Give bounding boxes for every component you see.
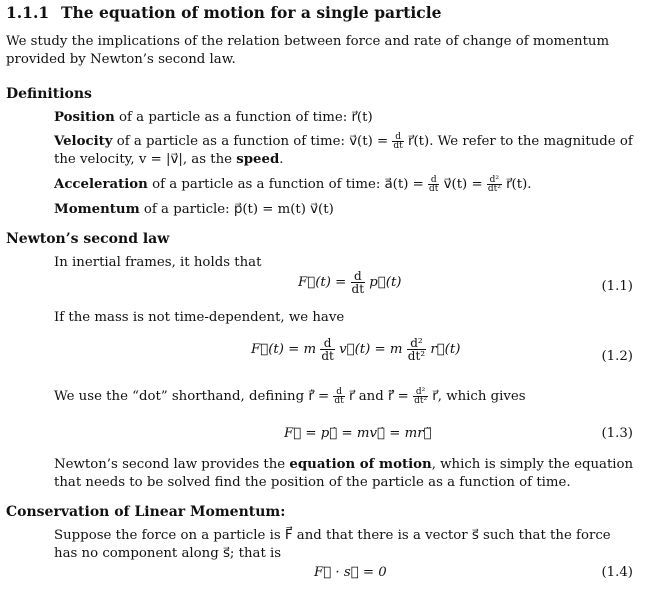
cons-text-c: such that the force has no component along (54, 528, 611, 561)
cons-math-1: F⃗ (284, 528, 293, 543)
term-position: Position (54, 110, 115, 125)
eq2-rhs: r⃗(t) (430, 342, 461, 357)
eq3-text: F⃗ = p⃗̇ = mv⃗̇ = mr⃗̈ (284, 426, 432, 441)
term-equation-of-motion: equation of motion (289, 457, 432, 472)
cons-text-d: ; that is (229, 546, 282, 561)
p3-math-2b: r⃗ (432, 389, 438, 404)
p3-frac1-num: d (333, 388, 344, 397)
equation-1-3 (284, 425, 432, 443)
term-velocity: Velocity (54, 134, 113, 149)
momentum-text: of a particle: (139, 202, 234, 217)
acceleration-frac1-den: dt (429, 184, 439, 194)
acceleration-frac2 (487, 176, 502, 193)
equation-number-1-4: (1.4) (601, 565, 633, 580)
acceleration-lhs: a⃗(t) = (384, 177, 424, 192)
definitions-heading: Definitions (6, 86, 92, 102)
velocity-magnitude: v = |v⃗| (138, 152, 183, 167)
eq1-frac-den: dt (351, 282, 365, 296)
position-text: of a particle as a function of time: (114, 110, 352, 125)
term-speed: speed (236, 152, 280, 167)
p3-text-b: and (354, 389, 388, 404)
velocity-end: . (279, 152, 284, 167)
section-number: 1.1.1 (6, 3, 50, 22)
velocity-lhs: v⃗(t) = (349, 134, 389, 149)
velocity-frac (392, 133, 403, 150)
newton-paragraph-3 (54, 388, 634, 406)
acceleration-frac1 (428, 176, 439, 193)
velocity-text: of a particle as a function of time: (112, 134, 350, 149)
velocity-text2: We refer to the magnitude of the velocity, (54, 134, 633, 167)
p3-frac2-num: d² (413, 388, 428, 397)
newton-paragraph-2: If the mass is not time-dependent, we have (54, 310, 345, 325)
term-momentum: Momentum (54, 202, 140, 217)
equation-1-1 (298, 270, 402, 295)
eq2-mid: v⃗(t) = m (339, 342, 403, 357)
p4-text-c: , which is simply the equation that needs to be solved find the position of the particle as a function of time. (54, 457, 634, 490)
definition-position (54, 109, 634, 127)
p3-text-c: , which gives (437, 389, 526, 404)
equation-number-1-1: (1.1) (601, 279, 633, 294)
eq2-frac1 (320, 337, 335, 362)
acceleration-frac2-den: dt² (487, 184, 501, 194)
p3-frac1-den: dt (334, 396, 344, 406)
cons-text-b: and that there is a vector (292, 528, 472, 543)
section-title-text: The equation of motion for a single particle (61, 3, 442, 22)
velocity-frac-den: dt (393, 141, 403, 151)
acceleration-frac2-num: d² (487, 176, 502, 185)
eq1-rhs: p⃗(t) (369, 275, 402, 290)
equation-1-2 (251, 337, 460, 362)
cons-text-a: Suppose the force on a particle is (54, 528, 285, 543)
velocity-text3: , as the (182, 152, 237, 167)
velocity-frac-num: d (392, 133, 403, 142)
eq2-frac2-num: d² (407, 337, 426, 350)
eq2-frac1-num: d (320, 337, 335, 350)
definition-momentum (54, 201, 634, 219)
acceleration-mid: v⃗(t) = (443, 177, 483, 192)
newton-paragraph-4 (54, 456, 634, 492)
definition-velocity (54, 133, 634, 169)
newton-paragraph-1: In inertial frames, it holds that (54, 255, 262, 270)
p3-math-1a: r⃗̇ = (308, 389, 330, 404)
equation-1-4 (314, 564, 387, 582)
p3-frac2 (413, 388, 428, 405)
conservation-paragraph (54, 527, 634, 563)
eq2-lhs: F⃗(t) = m (251, 342, 317, 357)
momentum-math: p⃗(t) = m(t) v⃗(t) (233, 202, 334, 217)
eq1-frac (351, 270, 366, 295)
equation-number-1-2: (1.2) (601, 349, 633, 364)
conservation-heading: Conservation of Linear Momentum: (6, 504, 286, 520)
eq2-frac2 (407, 337, 426, 362)
equation-number-1-3: (1.3) (601, 426, 633, 441)
cons-math-3: s⃗ (222, 546, 230, 561)
acceleration-frac1-num: d (428, 176, 439, 185)
p3-math-2a: r⃗̈ = (387, 389, 409, 404)
p3-math-1b: r⃗ (349, 389, 355, 404)
velocity-rhs: r⃗(t). (408, 134, 434, 149)
acceleration-text: of a particle as a function of time: (147, 177, 385, 192)
eq2-frac2-den: dt² (407, 349, 426, 363)
newton-heading: Newton’s second law (6, 231, 170, 247)
eq4-text: F⃗ · s⃗ = 0 (314, 565, 387, 580)
eq2-frac1-den: dt (321, 349, 334, 363)
definition-acceleration (54, 176, 634, 194)
p3-frac1 (333, 388, 344, 405)
p3-frac2-den: dt² (414, 396, 428, 406)
acceleration-rhs: r⃗(t). (506, 177, 532, 192)
eq1-frac-num: d (351, 270, 366, 283)
p3-text-a: We use the “dot” shorthand, defining (54, 389, 309, 404)
term-acceleration: Acceleration (54, 177, 148, 192)
position-math: r⃗(t) (351, 110, 373, 125)
p4-text-a: Newton’s second law provides the (54, 457, 290, 472)
eq1-lhs: F⃗(t) = (298, 275, 347, 290)
cons-math-2: s⃗ (471, 528, 479, 543)
section-title (6, 4, 441, 22)
intro-paragraph: We study the implications of the relation between force and rate of change of momentum provided by Newton’s second law. (6, 34, 610, 67)
